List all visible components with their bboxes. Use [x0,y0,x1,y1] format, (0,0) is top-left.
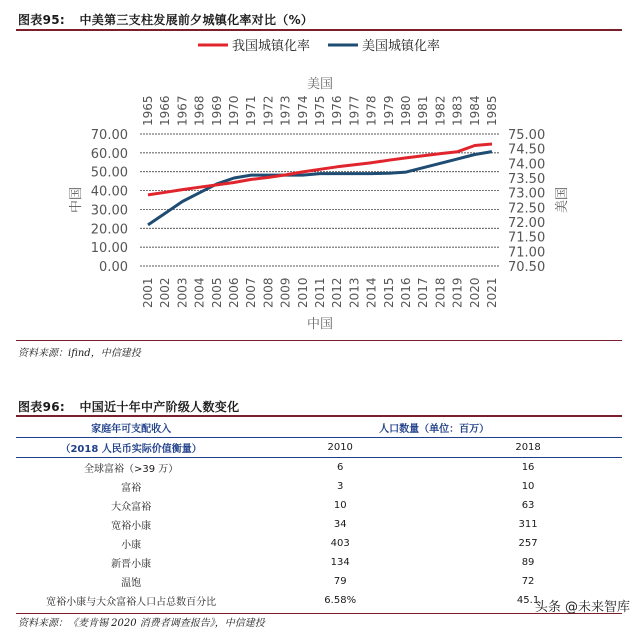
series-line-china [148,144,492,195]
x-top-tick-label: 1967 [175,95,190,126]
watermark: 头条 @未来智库 [534,600,630,615]
x-top-tick-label: 1984 [467,95,482,126]
x-top-tick-label: 1977 [347,95,362,126]
x-bottom-tick-label: 2004 [192,277,207,308]
value-2010: 6 [337,462,344,473]
x-top-tick-label: 1971 [244,95,259,126]
x-top-tick-label: 1981 [416,95,431,126]
row-name: 大众富裕 [111,502,152,513]
value-2018: 63 [521,500,535,511]
value-2018: 89 [521,557,535,568]
y-left-tick-label: 60.00 [90,146,128,162]
row-name: 宽裕小康 [111,521,152,532]
bottom-axis-label: 中国 [306,317,334,332]
row-name: 宽裕小康与大众富裕人口占总数百分比 [46,597,217,608]
x-bottom-tick-label: 2002 [158,277,173,308]
table-row [16,553,622,572]
value-2010: 6.58% [324,595,357,606]
x-bottom-tick-label: 2006 [227,277,241,308]
value-2010: 403 [330,538,350,549]
x-top-tick-label: 1966 [158,95,173,126]
x-bottom-tick-label: 2012 [330,277,345,308]
table-row [16,572,622,591]
value-2018: 45.1 [516,595,540,606]
x-bottom-tick-label: 2010 [295,277,310,308]
x-top-tick-label: 1970 [227,95,241,126]
x-top-tick-label: 1972 [261,95,276,126]
row-name: 小康 [121,540,142,551]
y-left-tick-label: 10.00 [90,241,128,257]
x-top-tick-label: 1978 [364,95,379,126]
y-right-tick-label: 70.50 [508,260,546,275]
table-row [16,458,622,478]
y-left-tick-label: 30.00 [90,203,128,219]
row-name: 新晋小康 [111,559,152,570]
y-left-tick-label: 50.00 [90,165,128,181]
legend-label-china: 我国城镇化率 [232,39,311,54]
x-bottom-tick-label: 2020 [467,277,482,308]
title-rule-2 [16,415,622,417]
x-bottom-tick-label: 2017 [416,277,431,308]
x-top-tick-label: 1982 [433,95,448,126]
x-top-tick-label: 1985 [485,95,499,126]
x-top-tick-label: 1968 [192,95,207,126]
value-2010: 3 [337,481,344,492]
x-top-tick-label: 1973 [278,95,293,126]
x-bottom-tick-label: 2015 [381,277,396,308]
y-right-tick-label: 74.00 [508,157,546,173]
value-2018: 257 [518,538,538,549]
x-top-tick-label: 1980 [399,95,413,126]
table-row [16,496,622,515]
y-right-tick-label: 72.00 [508,216,546,231]
x-top-tick-label: 1965 [141,95,155,126]
x-bottom-tick-label: 2016 [399,277,413,308]
figure-96-label: 图表96: [18,400,65,414]
x-top-tick-label: 1969 [209,95,224,126]
figure-96-title-text: 中国近十年中产阶级人数变化 [79,400,240,414]
figure-96-source: 资料来源：《麦肯锡 2020 消费者调查报告》，中信建投 [18,618,265,629]
x-top-tick-label: 1974 [295,95,310,126]
row-name: 温饱 [121,578,142,589]
x-bottom-tick-label: 2011 [313,277,327,308]
x-top-tick-label: 1975 [313,95,327,126]
x-top-tick-label: 1983 [450,95,465,126]
table-row [16,534,622,553]
x-bottom-tick-label: 2005 [209,277,224,308]
value-2018: 16 [521,462,535,473]
value-2018: 72 [521,576,535,587]
y-right-tick-label: 71.00 [508,245,546,261]
row-name: 富裕 [121,483,142,494]
y-left-tick-label: 40.00 [90,184,128,200]
x-top-tick-label: 1976 [330,95,345,126]
y-right-tick-label: 72.50 [508,201,546,217]
value-2018: 311 [518,519,538,530]
y-right-tick-label: 73.00 [508,186,546,202]
legend-label-us: 美国城镇化率 [362,39,441,54]
y-left-axis-label: 中国 [69,186,84,214]
header-income: 家庭年可支配收入 [16,418,246,438]
header-year-2010: 2010 [246,438,434,458]
value-2018: 10 [521,481,535,492]
figure-96-title [18,398,239,415]
x-top-tick-label: 1979 [381,95,396,126]
source-rule [16,340,622,341]
y-left-tick-label: 70.00 [90,128,128,143]
table-row [16,591,622,610]
x-bottom-tick-label: 2003 [175,277,190,308]
y-left-tick-label: 0.00 [99,260,128,275]
x-bottom-tick-label: 2018 [433,277,448,308]
y-left-tick-label: 20.00 [90,222,128,238]
x-bottom-tick-label: 2007 [244,277,259,308]
table-row [16,477,622,496]
x-bottom-tick-label: 2001 [141,277,155,308]
x-bottom-tick-label: 2009 [278,277,293,308]
value-2010: 34 [333,519,347,530]
value-2010: 10 [333,500,347,511]
middle-class-table [16,418,622,610]
x-bottom-tick-label: 2019 [450,277,465,308]
x-bottom-tick-label: 2021 [485,277,499,308]
y-right-tick-label: 73.50 [508,172,546,187]
value-2010: 134 [330,557,350,568]
figure-95-label: 图表95: [18,13,65,27]
header-population: 人口数量（单位：百万） [246,418,622,438]
figure-95-title-text: 中美第三支柱发展前夕城镇化率对比（%） [79,13,314,27]
x-bottom-tick-label: 2013 [347,277,362,308]
header-year-2018: 2018 [434,438,622,458]
y-right-tick-label: 71.50 [508,230,546,246]
row-name: 全球富裕（>39 万） [83,464,179,475]
x-bottom-tick-label: 2008 [261,277,276,308]
y-right-axis-label: 美国 [555,186,570,214]
header-income-note: （2018 人民币实际价值衡量） [16,438,246,458]
figure-95-source: 资料来源：ifind，中信建投 [18,348,141,359]
value-2010: 79 [333,576,347,587]
x-bottom-tick-label: 2014 [364,277,379,308]
top-axis-label: 美国 [306,77,334,92]
table-row [16,515,622,534]
y-right-tick-label: 74.50 [508,142,546,158]
y-right-tick-label: 75.00 [508,128,546,143]
